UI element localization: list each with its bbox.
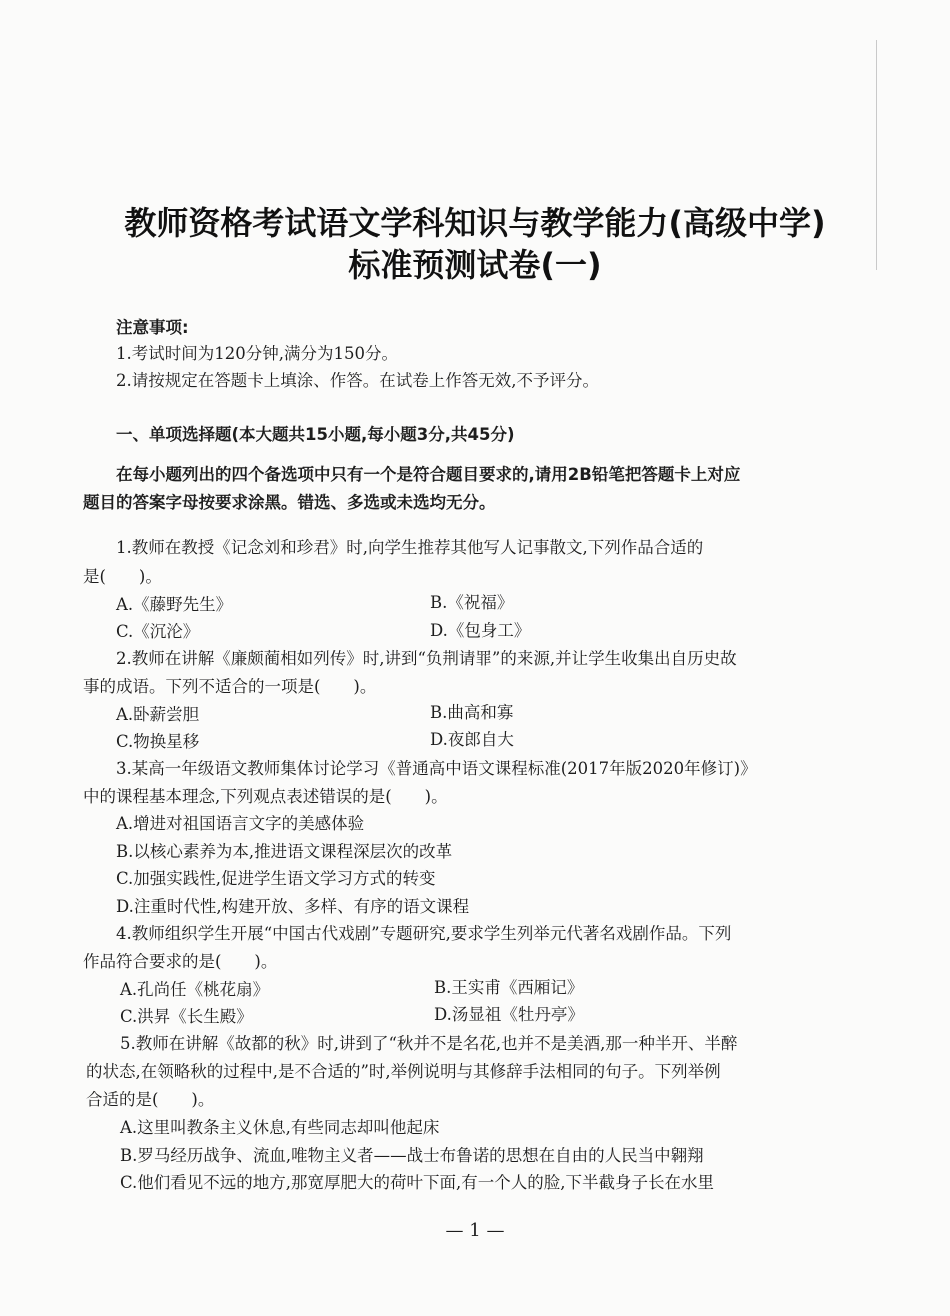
notes-heading: 注意事项:: [116, 318, 189, 337]
note-item-1: 1.考试时间为120分钟,满分为150分。: [116, 344, 398, 363]
q1-option-c: C.《沉沦》: [116, 622, 200, 641]
q1-option-d: D.《包身工》: [430, 621, 531, 640]
q2-option-a: A.卧薪尝胆: [116, 705, 200, 724]
q4-option-d: D.汤显祖《牡丹亭》: [434, 1005, 584, 1024]
q5-option-c: C.他们看见不远的地方,那宽厚肥大的荷叶下面,有一个人的脸,下半截身子长在水里: [120, 1173, 715, 1192]
q5-stem-2: 的状态,在领略秋的过程中,是不合适的”时,举例说明与其修辞手法相同的句子。下列举例: [86, 1062, 721, 1081]
q1-option-a: A.《藤野先生》: [116, 595, 233, 614]
q4-stem-1: 4.教师组织学生开展“中国古代戏剧”专题研究,要求学生列举元代著名戏剧作品。下列: [116, 924, 732, 943]
q4-stem-2: 作品符合要求的是( )。: [83, 952, 278, 971]
q2-stem-1: 2.教师在讲解《廉颇蔺相如列传》时,讲到“负荆请罪”的来源,并让学生收集出自历史故: [116, 649, 737, 668]
section-heading: 一、单项选择题(本大题共15小题,每小题3分,共45分): [116, 425, 515, 444]
q4-option-b: B.王实甫《西厢记》: [434, 978, 584, 997]
q3-option-d: D.注重时代性,构建开放、多样、有序的语文课程: [116, 897, 470, 916]
q3-option-c: C.加强实践性,促进学生语文学习方式的转变: [116, 869, 436, 888]
q4-option-a: A.孔尚任《桃花扇》: [120, 980, 270, 999]
exam-title-line2: 标准预测试卷(一): [348, 246, 602, 284]
page-number: — 1 —: [445, 1220, 505, 1241]
note-item-2: 2.请按规定在答题卡上填涂、作答。在试卷上作答无效,不予评分。: [116, 371, 599, 390]
q2-stem-2: 事的成语。下列不适合的一项是( )。: [83, 677, 377, 696]
q5-option-a: A.这里叫教条主义休息,有些同志却叫他起床: [120, 1118, 440, 1137]
q2-option-b: B.曲高和寡: [430, 703, 514, 722]
q1-stem-2: 是( )。: [83, 567, 162, 586]
q1-option-b: B.《祝福》: [430, 593, 514, 612]
section-instruction-1: 在每小题列出的四个备选项中只有一个是符合题目要求的,请用2B铅笔把答题卡上对应: [116, 465, 741, 484]
q2-option-c: C.物换星移: [116, 732, 200, 751]
q4-option-c: C.洪昇《长生殿》: [120, 1007, 253, 1026]
q5-option-b: B.罗马经历战争、流血,唯物主义者——战士布鲁诺的思想在自由的人民当中翱翔: [120, 1146, 704, 1165]
q3-option-b: B.以核心素养为本,推进语文课程深层次的改革: [116, 842, 453, 861]
q3-option-a: A.增进对祖国语言文字的美感体验: [116, 814, 365, 833]
q5-stem-3: 合适的是( )。: [86, 1090, 215, 1109]
q3-stem-1: 3.某高一年级语文教师集体讨论学习《普通高中语文课程标准(2017年版2020年修订)》: [116, 759, 757, 778]
exam-title-line1: 教师资格考试语文学科知识与教学能力(高级中学): [124, 204, 826, 242]
q1-stem-1: 1.教师在教授《记念刘和珍君》时,向学生推荐其他写人记事散文,下列作品合适的: [116, 538, 704, 557]
q3-stem-2: 中的课程基本理念,下列观点表述错误的是( )。: [83, 787, 448, 806]
q5-stem-1: 5.教师在讲解《故都的秋》时,讲到了“秋并不是名花,也并不是美酒,那一种半开、半醉: [120, 1034, 738, 1053]
section-instruction-2: 题目的答案字母按要求涂黑。错选、多选或未选均无分。: [83, 493, 496, 512]
q2-option-d: D.夜郎自大: [430, 730, 514, 749]
